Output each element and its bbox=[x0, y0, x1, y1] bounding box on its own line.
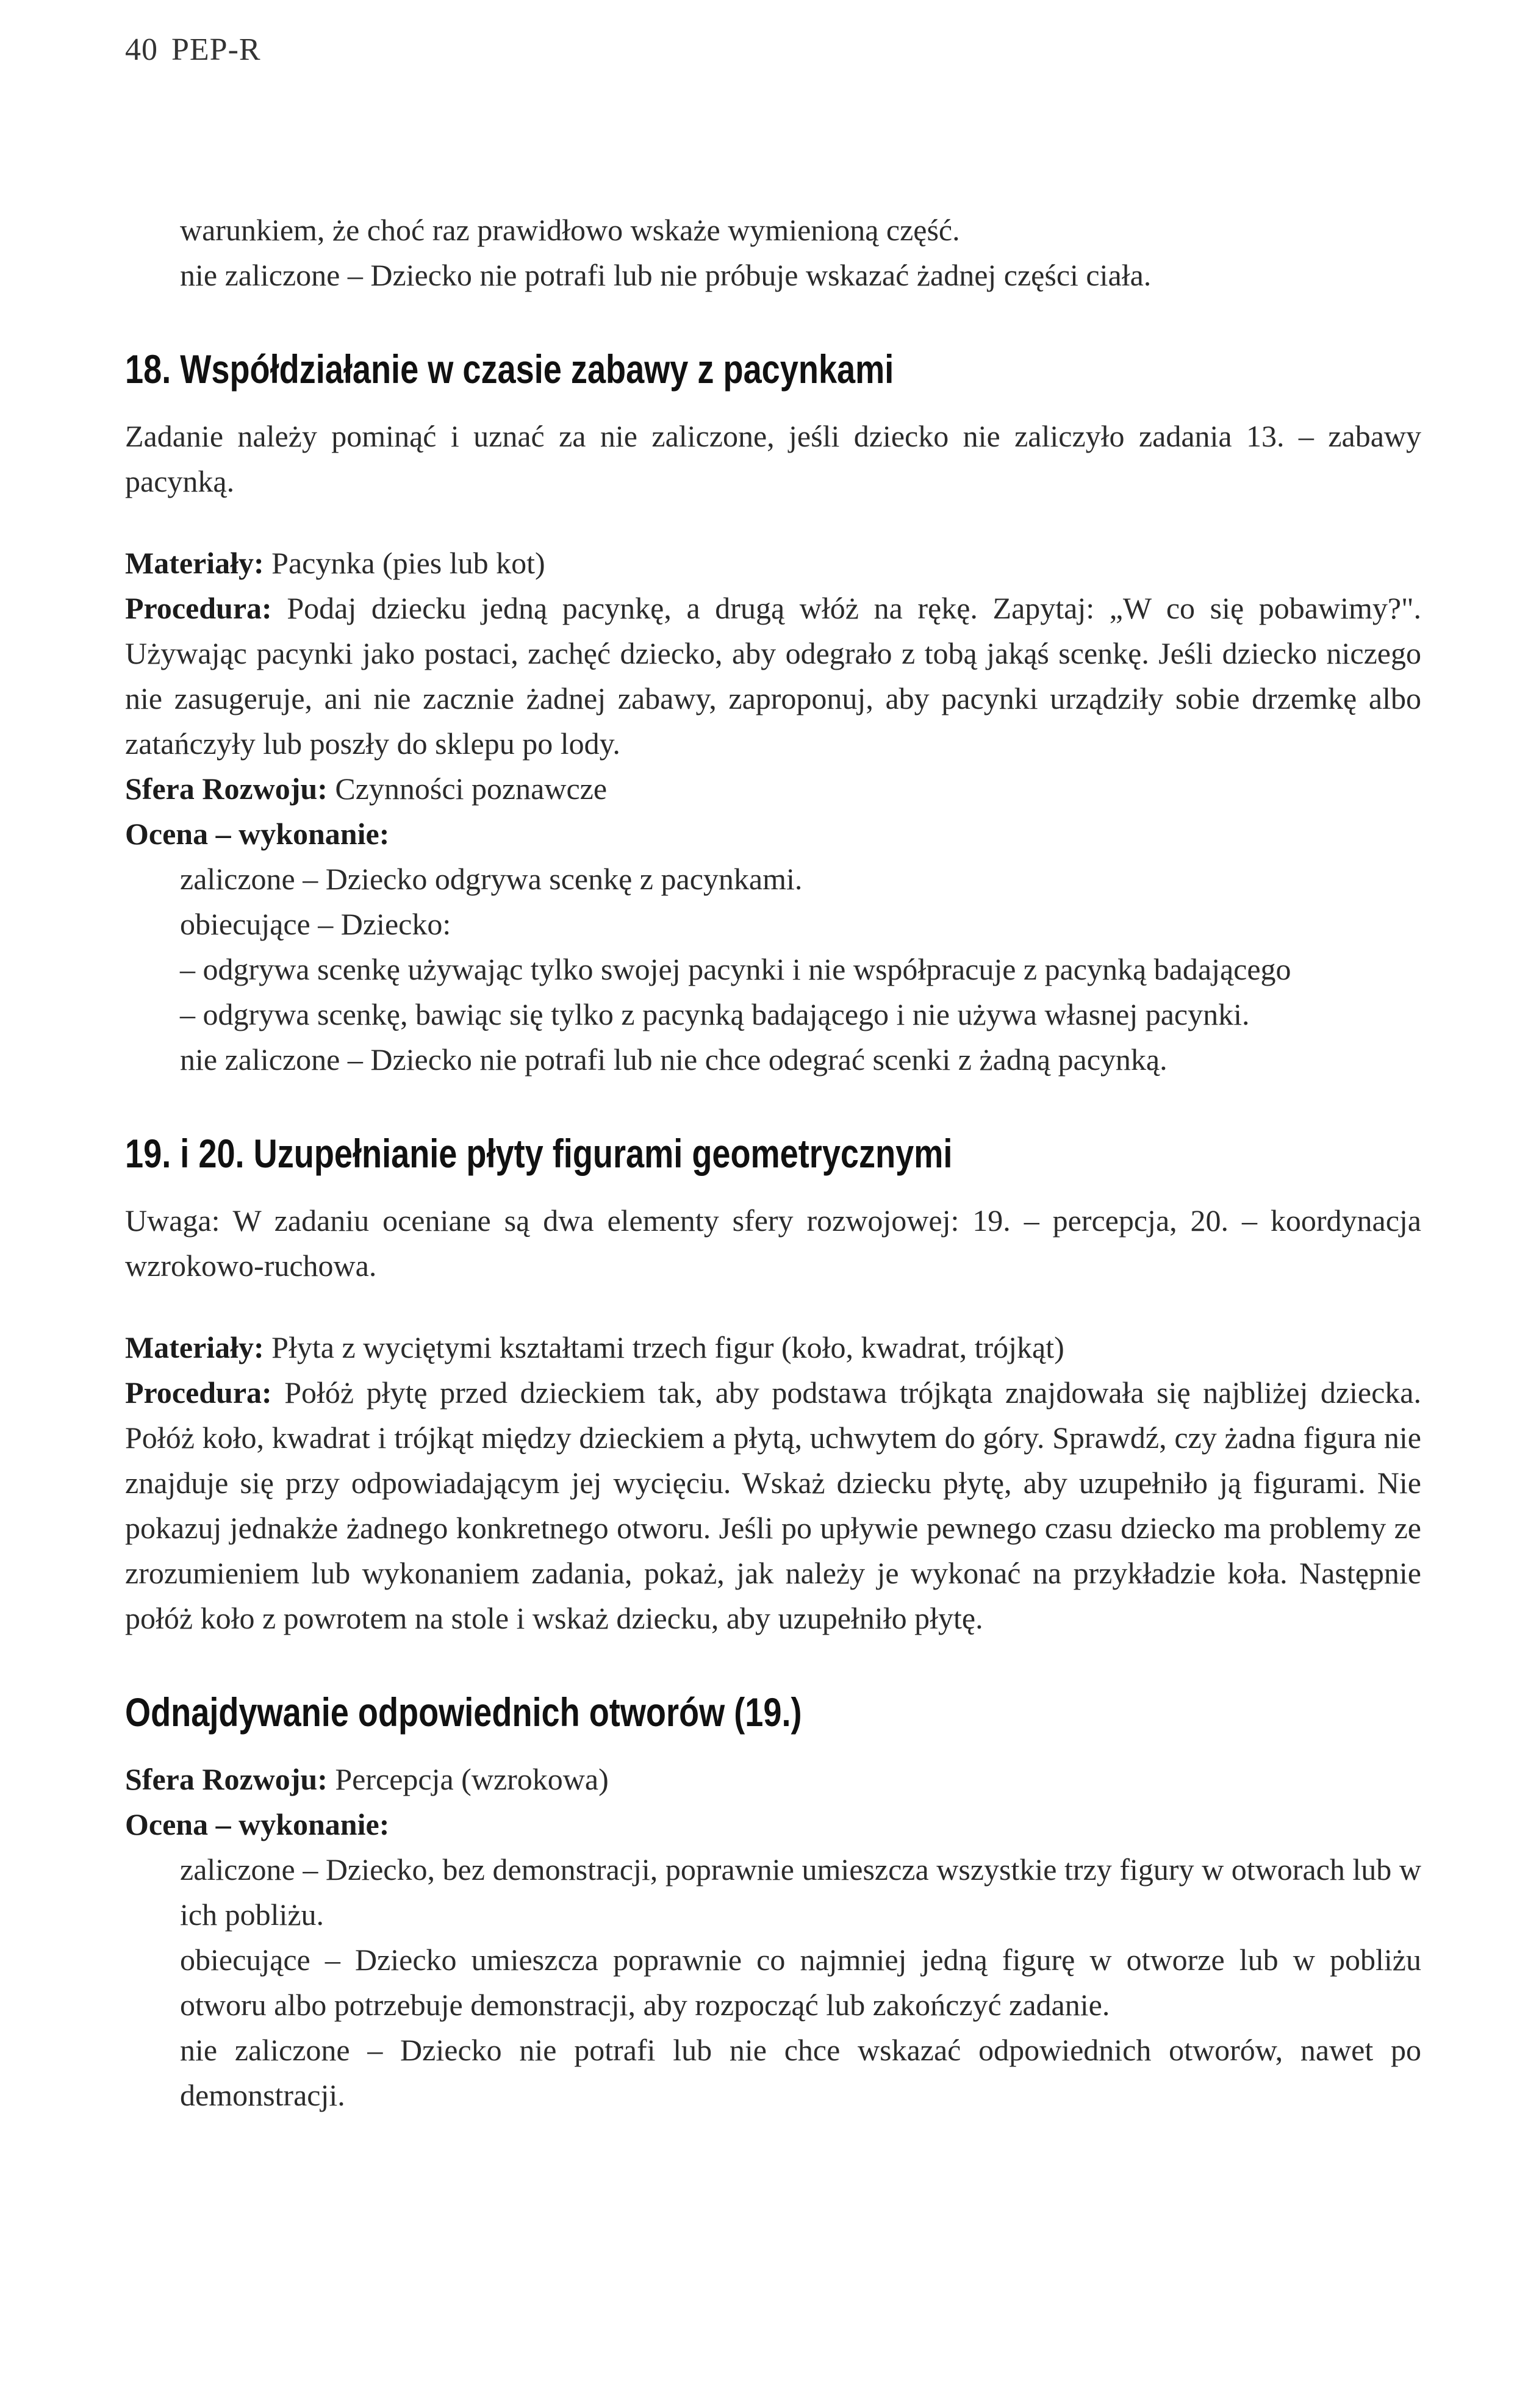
sphere-label: Sfera Rozwoju: bbox=[125, 1762, 328, 1796]
running-header bbox=[125, 32, 274, 68]
eval-fail: nie zaliczone – Dziecko nie potrafi lub nie chce odegrać scenki z żadną pacynką. bbox=[180, 1042, 1168, 1077]
materials-label: Materiały: bbox=[125, 546, 264, 580]
page-body bbox=[125, 207, 1421, 2118]
subsection-19-sphere bbox=[125, 1757, 1421, 1802]
section-18-heading: 18. Współdziałanie w czasie zabawy z pacynkami bbox=[125, 346, 894, 392]
procedure-label: Procedura: bbox=[125, 1375, 272, 1410]
section-19-20-materials bbox=[125, 1325, 1421, 1370]
section-19-20-procedure bbox=[125, 1370, 1421, 1641]
procedure-text: Podaj dziecku jedną pacynkę, a drugą włóż na rękę. Zapytaj: „W co się pobawimy?". Używając pacynki jako postaci, zachęć dziecko, aby odegrało z tobą jakąś scenkę. Jeśli dziecko niczego nie zasugeruje, ani nie zacznie żadnej zabawy, zaproponuj, aby pacynki urządziły sobie drzemkę albo zatańczyły lub poszły do sklepu po lody. bbox=[125, 591, 1421, 761]
section-18-sphere bbox=[125, 766, 1421, 811]
page-number: 40 bbox=[125, 32, 158, 67]
subsection-19-evaluation bbox=[125, 1847, 1421, 2118]
sphere-text: Czynności poznawcze bbox=[335, 772, 608, 806]
subsection-19-heading: Odnajdywanie odpowiednich otworów (19.) bbox=[125, 1690, 802, 1735]
procedure-label: Procedura: bbox=[125, 591, 272, 625]
eval-promising: obiecujące – Dziecko: bbox=[180, 907, 451, 941]
eval-pass: zaliczone – Dziecko, bez demonstracji, poprawnie umieszcza wszystkie trzy figury w otworach lub w ich pobliżu. bbox=[180, 1852, 1421, 1932]
materials-text: Pacynka (pies lub kot) bbox=[271, 546, 545, 580]
intro-line-2: nie zaliczone – Dziecko nie potrafi lub nie próbuje wskazać żadnej części ciała. bbox=[180, 258, 1152, 292]
sphere-text: Percepcja (wzrokowa) bbox=[335, 1762, 609, 1796]
materials-label: Materiały: bbox=[125, 1330, 264, 1364]
subsection-19-evaluation-label: Ocena – wykonanie: bbox=[125, 1807, 390, 1841]
eval-promising-option-1: – odgrywa scenkę używając tylko swojej pacynki i nie współpracuje z pacynką badającego bbox=[180, 952, 1291, 986]
section-18-evaluation-label: Ocena – wykonanie: bbox=[125, 817, 390, 851]
section-18-evaluation bbox=[125, 856, 1421, 1082]
eval-promising: obiecujące – Dziecko umieszcza poprawnie co najmniej jedną figurę w otworze lub w pobliżu otworu albo potrzebuje demonstracji, aby rozpocząć lub zakończyć zadanie. bbox=[180, 1943, 1421, 2022]
section-19-20-note: Uwaga: W zadaniu oceniane są dwa elementy sfery rozwojowej: 19. – percepcja, 20. – koordynacja wzrokowo-ruchowa. bbox=[125, 1203, 1421, 1283]
sphere-label: Sfera Rozwoju: bbox=[125, 772, 328, 806]
eval-pass: zaliczone – Dziecko odgrywa scenkę z pacynkami. bbox=[180, 862, 803, 896]
intro-line-1: warunkiem, że choć raz prawidłowo wskaże wymienioną część. bbox=[180, 213, 960, 247]
procedure-text: Połóż płytę przed dzieckiem tak, aby podstawa trójkąta znajdowała się najbliżej dziecka. Połóż koło, kwadrat i trójkąt między dzieckiem a płytą, uchwytem do góry. Sprawdź, czy żadna figura nie znajduje się przy odpowiadającym jej wycięciu. Wskaż dziecku płytę, aby uzupełniło ją figurami. Nie pokazuj jednakże żadnego konkretnego otworu. Jeśli po upływie pewnego czasu dziecko ma problemy ze zrozumieniem lub wykonaniem zadania, pokaż, jak należy je wykonać na przykładzie koła. Następnie połóż koło z powrotem na stole i wskaż dziecku, aby uzupełniło płytę. bbox=[125, 1375, 1422, 1635]
eval-fail: nie zaliczone – Dziecko nie potrafi lub nie chce wskazać odpowiednich otworów, nawet po demonstracji. bbox=[180, 2033, 1421, 2112]
section-18-procedure bbox=[125, 586, 1421, 766]
eval-promising-option-2: – odgrywa scenkę, bawiąc się tylko z pacynką badającego i nie używa własnej pacynki. bbox=[180, 997, 1250, 1031]
section-18-materials bbox=[125, 540, 1421, 586]
materials-text: Płyta z wyciętymi kształtami trzech figur (koło, kwadrat, trójkąt) bbox=[271, 1330, 1064, 1364]
section-18-note: Zadanie należy pominąć i uznać za nie zaliczone, jeśli dziecko nie zaliczyło zadania 13. – zabawy pacynką. bbox=[125, 419, 1421, 498]
section-19-20-heading: 19. i 20. Uzupełnianie płyty figurami geometrycznymi bbox=[125, 1131, 953, 1176]
running-title: PEP-R bbox=[171, 32, 261, 67]
